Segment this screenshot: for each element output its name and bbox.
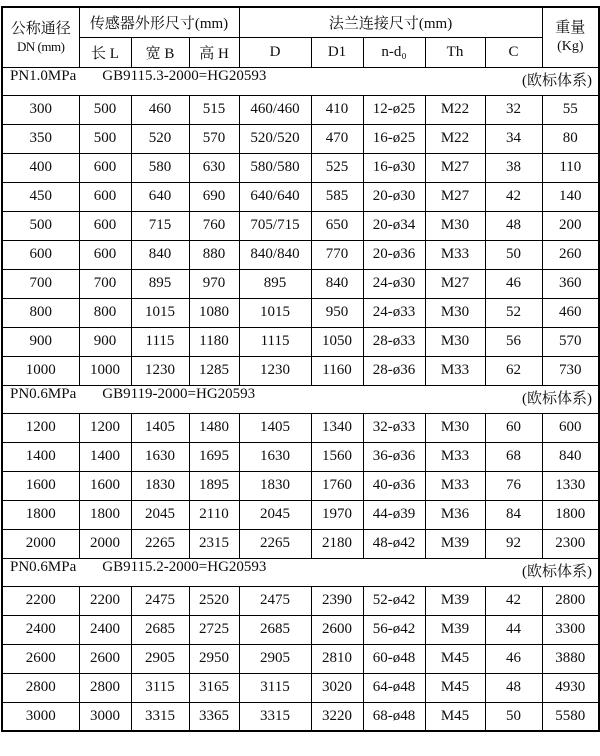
cell-dn: 1200 [2, 413, 79, 442]
header-length-l: 长 L [79, 37, 131, 67]
cell-width-b: 640 [131, 182, 189, 211]
cell-c: 76 [485, 471, 542, 500]
cell-th: M33 [425, 240, 485, 269]
header-d1: D1 [311, 37, 363, 67]
cell-d1: 2180 [311, 529, 363, 558]
header-d: D [239, 37, 311, 67]
cell-weight: 600 [542, 413, 599, 442]
cell-dn: 450 [2, 182, 79, 211]
cell-d1: 1760 [311, 471, 363, 500]
header-dn-title: 公称通径 [10, 20, 71, 37]
section-pressure-label: PN0.6MPa [10, 558, 77, 575]
section-header-row [2, 385, 599, 413]
cell-length-l: 900 [79, 327, 131, 356]
cell-height-h: 515 [189, 95, 239, 124]
cell-width-b: 1230 [131, 356, 189, 385]
cell-d: 580/580 [239, 153, 311, 182]
cell-d: 520/520 [239, 124, 311, 153]
cell-weight: 570 [542, 327, 599, 356]
cell-d1: 950 [311, 298, 363, 327]
cell-length-l: 1800 [79, 500, 131, 529]
cell-height-h: 760 [189, 211, 239, 240]
cell-c: 34 [485, 124, 542, 153]
cell-dn: 2200 [2, 586, 79, 615]
cell-height-h: 2520 [189, 586, 239, 615]
cell-width-b: 1115 [131, 327, 189, 356]
cell-n-d0: 16-ø25 [363, 124, 425, 153]
cell-dn: 300 [2, 95, 79, 124]
cell-c: 46 [485, 269, 542, 298]
section-pressure-label: PN1.0MPa [10, 67, 77, 84]
cell-d: 2265 [239, 529, 311, 558]
cell-length-l: 500 [79, 124, 131, 153]
cell-c: 56 [485, 327, 542, 356]
cell-length-l: 2000 [79, 529, 131, 558]
cell-width-b: 895 [131, 269, 189, 298]
cell-th: M45 [425, 644, 485, 673]
cell-d1: 2810 [311, 644, 363, 673]
table-row [2, 269, 599, 298]
cell-d1: 470 [311, 124, 363, 153]
table-row [2, 413, 599, 442]
cell-d: 2905 [239, 644, 311, 673]
cell-weight: 2800 [542, 586, 599, 615]
cell-th: M30 [425, 413, 485, 442]
section-standard-label: GB9115.2-2000=HG20593 [102, 558, 267, 575]
cell-th: M33 [425, 471, 485, 500]
header-flange-group: 法兰连接尺寸(mm) [239, 7, 542, 37]
header-c: C [485, 37, 542, 67]
cell-height-h: 3365 [189, 702, 239, 731]
header-dn [2, 7, 79, 67]
table-row [2, 702, 599, 731]
cell-d: 840/840 [239, 240, 311, 269]
cell-weight: 1800 [542, 500, 599, 529]
cell-d: 2475 [239, 586, 311, 615]
cell-width-b: 1015 [131, 298, 189, 327]
cell-c: 50 [485, 240, 542, 269]
table-row [2, 95, 599, 124]
cell-width-b: 580 [131, 153, 189, 182]
cell-dn: 3000 [2, 702, 79, 731]
cell-th: M22 [425, 124, 485, 153]
cell-d1: 1050 [311, 327, 363, 356]
table-row [2, 124, 599, 153]
cell-dn: 2000 [2, 529, 79, 558]
cell-length-l: 600 [79, 240, 131, 269]
cell-weight: 360 [542, 269, 599, 298]
header-weight-unit: (Kg) [557, 38, 584, 54]
cell-d1: 1970 [311, 500, 363, 529]
cell-d: 1115 [239, 327, 311, 356]
header-weight [542, 7, 599, 67]
cell-n-d0: 20-ø30 [363, 182, 425, 211]
cell-d1: 840 [311, 269, 363, 298]
cell-d: 1230 [239, 356, 311, 385]
cell-d: 3315 [239, 702, 311, 731]
cell-dn: 350 [2, 124, 79, 153]
section-pressure-label: PN0.6MPa [10, 385, 77, 402]
cell-width-b: 1830 [131, 471, 189, 500]
cell-length-l: 1400 [79, 442, 131, 471]
cell-d1: 3020 [311, 673, 363, 702]
cell-th: M33 [425, 356, 485, 385]
cell-d: 1405 [239, 413, 311, 442]
cell-d: 2685 [239, 615, 311, 644]
cell-c: 38 [485, 153, 542, 182]
header-group-row [2, 7, 599, 37]
cell-height-h: 570 [189, 124, 239, 153]
cell-width-b: 2685 [131, 615, 189, 644]
cell-d: 1015 [239, 298, 311, 327]
cell-weight: 110 [542, 153, 599, 182]
cell-c: 92 [485, 529, 542, 558]
cell-weight: 140 [542, 182, 599, 211]
cell-weight: 80 [542, 124, 599, 153]
cell-length-l: 2800 [79, 673, 131, 702]
cell-th: M33 [425, 442, 485, 471]
cell-th: M27 [425, 269, 485, 298]
cell-d: 640/640 [239, 182, 311, 211]
table-row [2, 356, 599, 385]
cell-n-d0: 56-ø42 [363, 615, 425, 644]
section-header-cell [2, 385, 599, 413]
cell-dn: 2600 [2, 644, 79, 673]
cell-dn: 500 [2, 211, 79, 240]
cell-d: 460/460 [239, 95, 311, 124]
header-sub-row [2, 37, 599, 67]
cell-c: 42 [485, 182, 542, 211]
cell-width-b: 2905 [131, 644, 189, 673]
cell-weight: 55 [542, 95, 599, 124]
cell-width-b: 3315 [131, 702, 189, 731]
header-width-b: 宽 B [131, 37, 189, 67]
cell-th: M30 [425, 298, 485, 327]
cell-d: 1630 [239, 442, 311, 471]
header-th: Th [425, 37, 485, 67]
cell-height-h: 1080 [189, 298, 239, 327]
cell-weight: 460 [542, 298, 599, 327]
cell-height-h: 1180 [189, 327, 239, 356]
cell-d1: 1340 [311, 413, 363, 442]
cell-height-h: 2725 [189, 615, 239, 644]
cell-height-h: 1695 [189, 442, 239, 471]
cell-length-l: 3000 [79, 702, 131, 731]
table-row [2, 327, 599, 356]
cell-n-d0: 20-ø34 [363, 211, 425, 240]
cell-weight: 260 [542, 240, 599, 269]
cell-d1: 2390 [311, 586, 363, 615]
cell-width-b: 2265 [131, 529, 189, 558]
cell-height-h: 2950 [189, 644, 239, 673]
cell-n-d0: 40-ø36 [363, 471, 425, 500]
cell-length-l: 800 [79, 298, 131, 327]
cell-c: 60 [485, 413, 542, 442]
section-header-row [2, 67, 599, 95]
cell-n-d0: 68-ø48 [363, 702, 425, 731]
cell-th: M27 [425, 153, 485, 182]
cell-length-l: 1200 [79, 413, 131, 442]
cell-length-l: 1600 [79, 471, 131, 500]
table-row [2, 615, 599, 644]
cell-dn: 1800 [2, 500, 79, 529]
cell-th: M45 [425, 702, 485, 731]
cell-dn: 2400 [2, 615, 79, 644]
cell-length-l: 2200 [79, 586, 131, 615]
cell-d1: 1560 [311, 442, 363, 471]
cell-dn: 1400 [2, 442, 79, 471]
cell-width-b: 2045 [131, 500, 189, 529]
cell-weight: 5580 [542, 702, 599, 731]
cell-weight: 200 [542, 211, 599, 240]
cell-th: M39 [425, 615, 485, 644]
table-row [2, 211, 599, 240]
cell-d1: 410 [311, 95, 363, 124]
cell-d1: 2600 [311, 615, 363, 644]
cell-weight: 2300 [542, 529, 599, 558]
cell-length-l: 600 [79, 182, 131, 211]
cell-length-l: 2400 [79, 615, 131, 644]
cell-n-d0: 12-ø25 [363, 95, 425, 124]
cell-height-h: 630 [189, 153, 239, 182]
section-standard-label: GB9119-2000=HG20593 [102, 385, 256, 402]
cell-c: 84 [485, 500, 542, 529]
cell-n-d0: 32-ø33 [363, 413, 425, 442]
cell-width-b: 1630 [131, 442, 189, 471]
table-row [2, 500, 599, 529]
cell-length-l: 600 [79, 153, 131, 182]
cell-dn: 1000 [2, 356, 79, 385]
table-row [2, 529, 599, 558]
table-row [2, 471, 599, 500]
cell-d: 2045 [239, 500, 311, 529]
cell-height-h: 1285 [189, 356, 239, 385]
cell-c: 46 [485, 644, 542, 673]
cell-height-h: 970 [189, 269, 239, 298]
cell-height-h: 3165 [189, 673, 239, 702]
cell-height-h: 880 [189, 240, 239, 269]
cell-dn: 800 [2, 298, 79, 327]
cell-width-b: 2475 [131, 586, 189, 615]
cell-weight: 3880 [542, 644, 599, 673]
cell-d1: 770 [311, 240, 363, 269]
cell-length-l: 1000 [79, 356, 131, 385]
cell-c: 62 [485, 356, 542, 385]
table-row [2, 153, 599, 182]
cell-n-d0: 28-ø36 [363, 356, 425, 385]
cell-weight: 1330 [542, 471, 599, 500]
cell-n-d0: 48-ø42 [363, 529, 425, 558]
cell-width-b: 3115 [131, 673, 189, 702]
cell-dn: 600 [2, 240, 79, 269]
cell-th: M30 [425, 327, 485, 356]
cell-weight: 840 [542, 442, 599, 471]
cell-d: 3115 [239, 673, 311, 702]
cell-dn: 900 [2, 327, 79, 356]
cell-length-l: 600 [79, 211, 131, 240]
cell-c: 42 [485, 586, 542, 615]
header-height-h: 高 H [189, 37, 239, 67]
cell-d1: 525 [311, 153, 363, 182]
cell-d1: 650 [311, 211, 363, 240]
table-row [2, 442, 599, 471]
cell-c: 48 [485, 673, 542, 702]
table-row [2, 673, 599, 702]
section-header-cell [2, 558, 599, 586]
header-n-d0: n-d₀ [363, 37, 425, 67]
cell-n-d0: 28-ø33 [363, 327, 425, 356]
cell-d: 705/715 [239, 211, 311, 240]
cell-d1: 1160 [311, 356, 363, 385]
cell-th: M45 [425, 673, 485, 702]
cell-n-d0: 52-ø42 [363, 586, 425, 615]
table-row [2, 182, 599, 211]
cell-height-h: 2110 [189, 500, 239, 529]
cell-n-d0: 64-ø48 [363, 673, 425, 702]
cell-n-d0: 60-ø48 [363, 644, 425, 673]
cell-c: 52 [485, 298, 542, 327]
section-header-row [2, 558, 599, 586]
cell-n-d0: 24-ø33 [363, 298, 425, 327]
header-sensor-group: 传感器外形尺寸(mm) [79, 7, 239, 37]
cell-d1: 585 [311, 182, 363, 211]
cell-width-b: 715 [131, 211, 189, 240]
header-dn-unit: DN (mm) [17, 38, 65, 54]
section-note-label: (欧标体系) [522, 390, 593, 407]
cell-th: M39 [425, 586, 485, 615]
cell-width-b: 460 [131, 95, 189, 124]
cell-th: M22 [425, 95, 485, 124]
table-row [2, 240, 599, 269]
section-standard-label: GB9115.3-2000=HG20593 [102, 67, 267, 84]
table-row [2, 298, 599, 327]
cell-n-d0: 44-ø39 [363, 500, 425, 529]
cell-n-d0: 16-ø30 [363, 153, 425, 182]
cell-th: M30 [425, 211, 485, 240]
cell-height-h: 1480 [189, 413, 239, 442]
cell-d: 1830 [239, 471, 311, 500]
cell-height-h: 690 [189, 182, 239, 211]
cell-d1: 3220 [311, 702, 363, 731]
cell-n-d0: 24-ø30 [363, 269, 425, 298]
cell-c: 50 [485, 702, 542, 731]
cell-th: M39 [425, 529, 485, 558]
table-row [2, 644, 599, 673]
cell-dn: 2800 [2, 673, 79, 702]
table-body [2, 67, 599, 731]
section-header-cell [2, 67, 599, 95]
cell-width-b: 520 [131, 124, 189, 153]
cell-c: 68 [485, 442, 542, 471]
cell-length-l: 500 [79, 95, 131, 124]
cell-c: 32 [485, 95, 542, 124]
section-note-label: (欧标体系) [522, 72, 593, 89]
section-note-label: (欧标体系) [522, 563, 593, 580]
cell-width-b: 840 [131, 240, 189, 269]
cell-width-b: 1405 [131, 413, 189, 442]
table-header [2, 7, 599, 67]
cell-dn: 1600 [2, 471, 79, 500]
cell-weight: 730 [542, 356, 599, 385]
cell-dn: 400 [2, 153, 79, 182]
cell-height-h: 1895 [189, 471, 239, 500]
cell-c: 48 [485, 211, 542, 240]
table-row [2, 586, 599, 615]
cell-weight: 3300 [542, 615, 599, 644]
dimension-table [1, 6, 600, 732]
header-weight-title: 重量 [555, 20, 586, 37]
cell-c: 44 [485, 615, 542, 644]
cell-dn: 700 [2, 269, 79, 298]
cell-n-d0: 20-ø36 [363, 240, 425, 269]
cell-weight: 4930 [542, 673, 599, 702]
cell-th: M27 [425, 182, 485, 211]
cell-n-d0: 36-ø36 [363, 442, 425, 471]
cell-length-l: 700 [79, 269, 131, 298]
cell-length-l: 2600 [79, 644, 131, 673]
cell-th: M36 [425, 500, 485, 529]
cell-height-h: 2315 [189, 529, 239, 558]
cell-d: 895 [239, 269, 311, 298]
